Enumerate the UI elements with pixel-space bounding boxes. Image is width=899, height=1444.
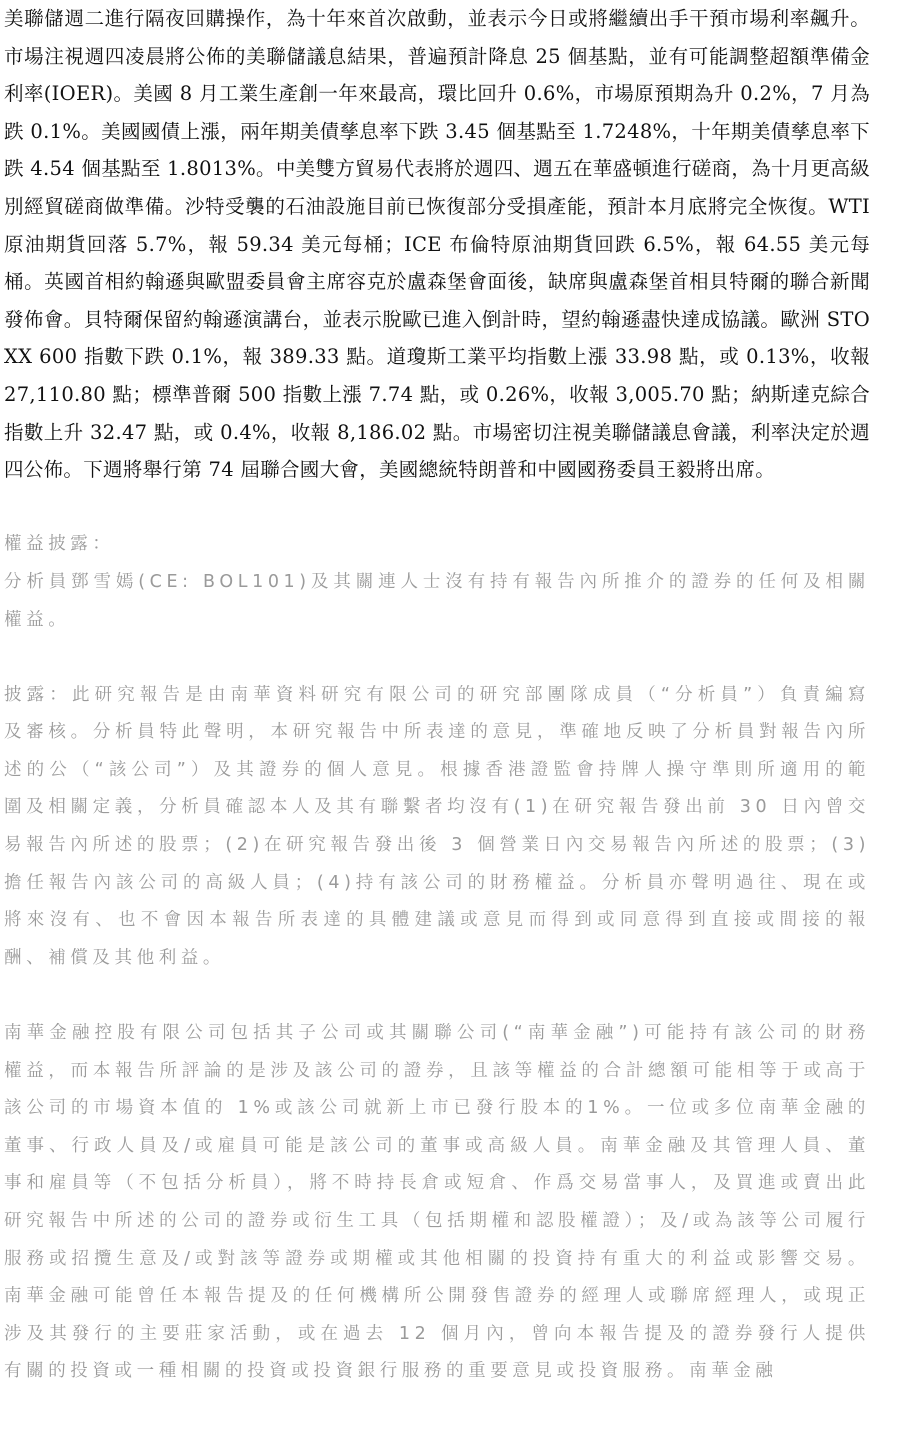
interest-disclosure-paragraph: 分析員鄧雪嫣(CE: BOL101)及其關連人士沒有持有報告內所推介的證券的任何及相關權益。 — [4, 571, 870, 630]
report-page — [4, 0, 870, 1391]
market-commentary-paragraph: 美聯儲週二進行隔夜回購操作，為十年來首次啟動，並表示今日或將繼續出手干預市場利率飆升。市場注視週四凌晨將公佈的美聯儲議息結果，普遍預計降息 25 個基點，並有可能調整超額準備金利率(IOER)。美國 8 月工業生產創一年來最高，環比回升 0.6%，市場原預期為升 0.2%，7 月為跌 0.1%。美國國債上漲，兩年期美債孳息率下跌 3.45 個基點至 1.7248%，十年期美債孳息率下跌 4.54 個基點至 1.8013%。中美雙方貿易代表將於週四、週五在華盛頓進行磋商，為十月更高級別經貿磋商做準備。沙特受襲的石油設施目前已恢復部分受損產能，預計本月底將完全恢復。WTI 原油期貨回落 5.7%，報 59.34 美元每桶；ICE 布倫特原油期貨回跌 6.5%，報 64.55 美元每桶。英國首相約翰遜與歐盟委員會主席容克於盧森堡會面後，缺席與盧森堡首相貝特爾的聯合新聞發佈會。貝特爾保留約翰遜演講台，並表示脫歐已進入倒計時，望約翰遜盡快達成協議。歐洲 STOXX 600 指數下跌 0.1%，報 389.33 點。道瓊斯工業平均指數上漲 33.98 點，或 0.13%，收報 27,110.80 點；標準普爾 500 指數上漲 7.74 點，或 0.26%，收報 3,005.70 點；納斯達克綜合指數上升 32.47 點，或 0.4%，收報 8,186.02 點。市場密切注視美聯儲議息會議，利率決定於週四公佈。下週將舉行第 74 屆聯合國大會，美國總統特朗普和中國國務委員王毅將出席。 — [4, 7, 870, 482]
interest-disclosure-heading: 權益披露： — [4, 534, 115, 555]
group-disclosure-paragraph: 南華金融控股有限公司包括其子公司或其關聯公司(“南華金融”)可能持有該公司的財務權益，而本報告所評論的是涉及該公司的證券，且該等權益的合計總額可能相等于或高于該公司的市場資本值的 1%或該公司就新上市已發行股本的1%。一位或多位南華金融的董事、行政人員及/或雇員可能是該公司的董事或高級人員。南華金融及其管理人員、董事和雇員等（不包括分析員），將不時持長倉或短倉、作爲交易當事人，及買進或賣出此研究報告中所述的公司的證券或衍生工具（包括期權和認股權證）；及/或為該等公司履行服務或招攬生意及/或對該等證券或期權或其他相關的投資持有重大的利益或影響交易。南華金融可能曾任本報告提及的任何機構所公開發售證券的經理人或聯席經理人，或現正涉及其發行的主要莊家活動，或在過去 12 個月內，曾向本報告提及的證券發行人提供有關的投資或一種相關的投資或投資銀行服務的重要意見或投資服務。南華金融 — [4, 1023, 870, 1382]
analyst-disclosure-paragraph: 披露：此研究報告是由南華資料研究有限公司的研究部團隊成員（“分析員”）負責編寫及審核。分析員特此聲明，本研究報告中所表達的意見，準確地反映了分析員對報告內所述的公（“該公司”）及其證券的個人意見。根據香港證監會持牌人操守準則所適用的範圍及相關定義，分析員確認本人及其有聯繫者均沒有(1)在研究報告發出前 30 日內曾交易報告內所述的股票；(2)在研究報告發出後 3 個營業日內交易報告內所述的股票；(3)擔任報告內該公司的高級人員；(4)持有該公司的財務權益。分析員亦聲明過往、現在或將來沒有、也不會因本報告所表達的具體建議或意見而得到或同意得到直接或間接的報酬、補償及其他利益。 — [4, 684, 870, 968]
